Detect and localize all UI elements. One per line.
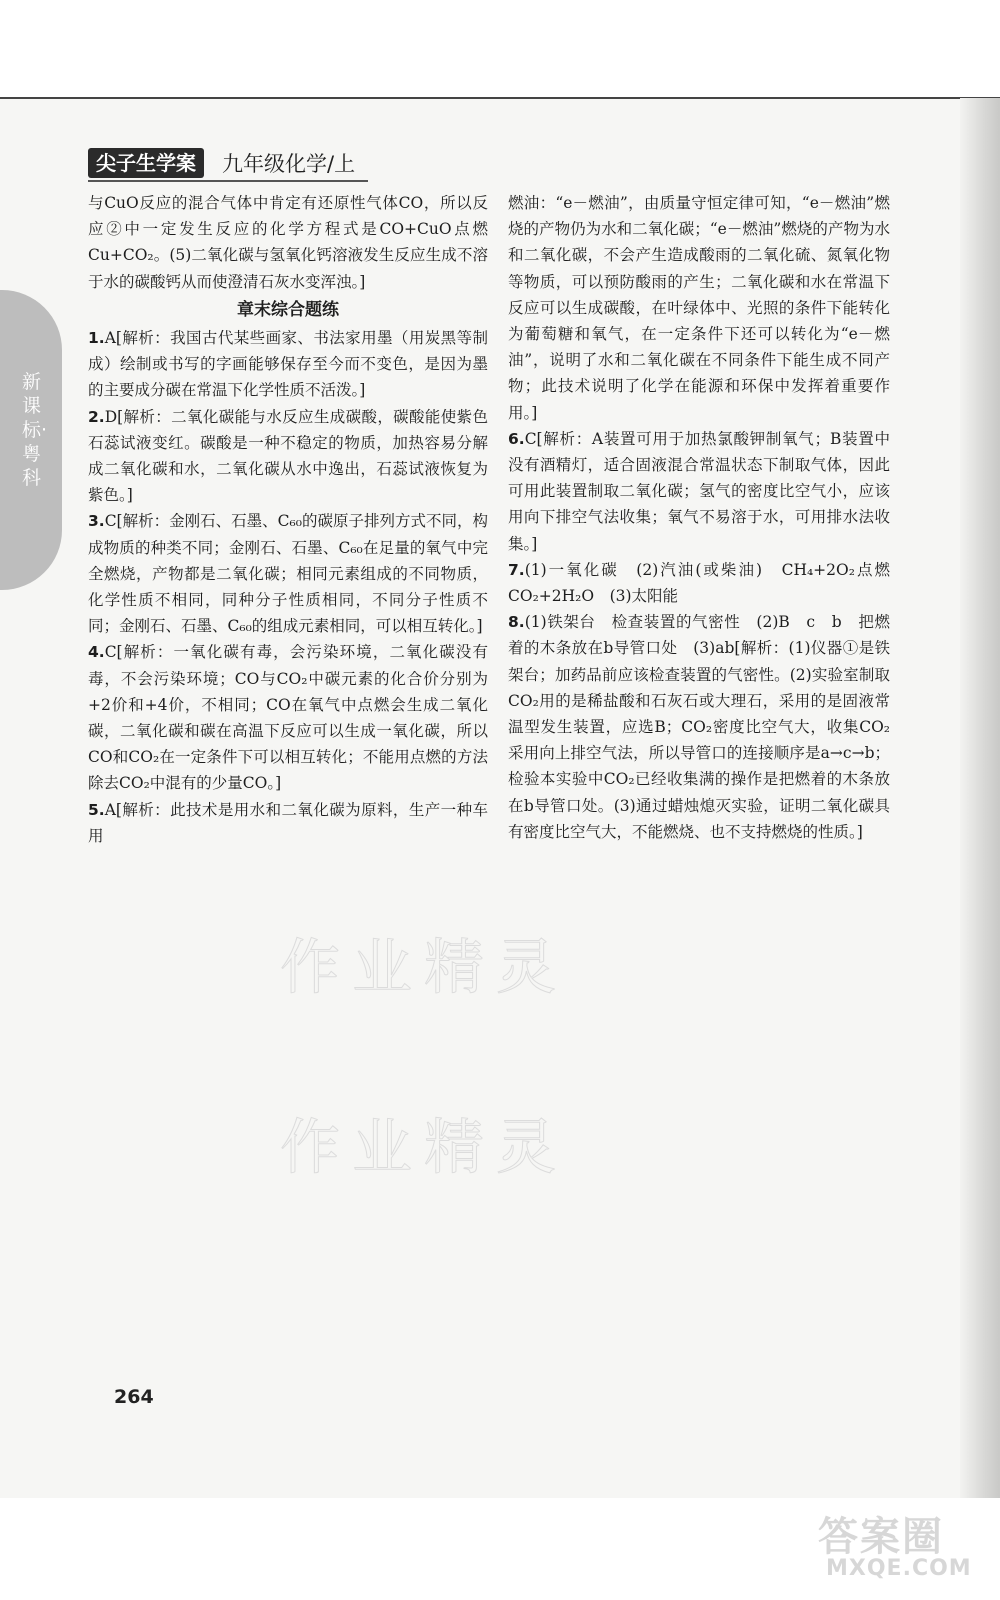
item-text: A[解析：我国古代某些画家、书法家用墨（用炭黑等制成）绘制或书写的字画能够保存至今而不变色，是因为墨的主要成分碳在常温下化学性质不活泼。] [88,329,488,400]
book-title-badge: 尖子生学案 [88,148,204,178]
book-subject: 九年级化学/上 [222,152,356,176]
item-number: 6. [508,429,525,448]
answer-item [88,325,488,404]
item-number: 5. [88,800,105,819]
item-number: 8. [508,613,525,632]
site-url: MXQE.COM [826,1556,972,1581]
left-column [88,190,488,849]
torn-page-edge [960,98,1000,1498]
item-text: C[解析：A装置可用于加热氯酸钾制氧气；B装置中没有酒精灯，适合固液混合常温状态下制取气体，因此可用此装置制取二氧化碳；氢气的密度比空气小，应该用向下排空气法收集；氧气不易溶于水，可用排水法收集。] [508,429,890,553]
right-column [508,190,890,845]
item-text: A[解析：此技术是用水和二氧化碳为原料，生产一种车用 [88,800,488,845]
item-text: (1)一氧化碳 (2)汽油(或柴油) CH₄+2O₂点燃CO₂+2H₂O (3)太阳能 [508,560,890,606]
item-text: (1)铁架台 检查装置的气密性 (2)B c b 把燃着的木条放在b导管口处 (3)ab[解析：(1)仪器①是铁架台；加药品前应该检查装置的气密性。(2)实验室制取CO₂用的是稀盐酸和石灰石或大理石，采用的是固液常温型发生装置，应选B；CO₂密度比空气大，收集CO₂采用向上排空气法，所以导管口的连接顺序是a→c→b；检验本实验中CO₂已经收集满的操作是把燃着的木条放在b导管口处。(3)通过蜡烛熄灭实验，证明二氧化碳具有密度比空气大，不能燃烧、也不支持燃烧的性质。] [508,613,890,841]
watermark: 作业精灵 [280,933,568,1003]
item-text: C[解析：金刚石、石墨、C₆₀的碳原子排列方式不同，构成物质的种类不同；金刚石、石墨、C₆₀在足量的氧气中完全燃烧，产物都是二氧化碳；相同元素组成的不同物质，化学性质不相同，同种分子性质相同，不同分子性质不同；金刚石、石墨、C₆₀的组成元素相同，可以相互转化。] [88,512,488,636]
top-rule [0,97,1000,99]
answer-item [508,609,890,845]
answer-item [88,639,488,796]
answer-item [88,797,488,849]
answer-item [88,404,488,509]
continued-answer: 燃油：“e－燃油”，由质量守恒定律可知，“e－燃油”燃烧的产物仍为水和二氧化碳；“e－燃油”燃烧的产物为水和二氧化碳，不会产生造成酸雨的二氧化硫、氮氧化物等物质，可以预防酸雨的产生；二氧化碳和水在常温下反应可以生成碳酸，在叶绿体中、光照的条件下能转化为葡萄糖和氧气，在一定条件下还可以转化为“e－燃油”，说明了水和二氧化碳在不同条件下能生成不同产物；此技术说明了化学在能源和环保中发挥着重要作用。] [508,194,890,422]
continued-answer: 与CuO反应的混合气体中肯定有还原性气体CO，所以反应②中一定发生反应的化学方程式是CO+CuO点燃Cu+CO₂。(5)二氧化碳与氢氧化钙溶液发生反应生成不溶于水的碳酸钙从而使澄清石灰水变浑浊。] [88,194,488,291]
answer-item [508,426,890,557]
page-number: 264 [114,1386,154,1408]
header-underline [88,180,368,182]
site-logo: 答案圈 [818,1514,944,1560]
item-text: D[解析：二氧化碳能与水反应生成碳酸，碳酸能使紫色石蕊试液变红。碳酸是一种不稳定的物质，加热容易分解成二氧化碳和水，二氧化碳从水中逸出，石蕊试液恢复为紫色。] [88,407,488,505]
item-text: C[解析：一氧化碳有毒，会污染环境，二氧化碳没有毒，不会污染环境；CO与CO₂中碳元素的化合价分别为+2价和+4价，不相同；CO在氧气中点燃会生成二氧化碳，二氧化碳和碳在高温下反应可以生成一氧化碳，所以CO和CO₂在一定条件下可以相互转化；不能用点燃的方法除去CO₂中混有的少量CO。] [88,643,488,793]
item-number: 3. [88,512,105,531]
item-number: 1. [88,329,105,348]
item-number: 2. [88,407,105,426]
item-number: 4. [88,643,105,662]
answer-item [88,508,488,639]
watermark: 作业精灵 [280,1113,568,1183]
side-tab-label: 新课标·粤科 [22,371,48,489]
answer-item [508,557,890,609]
section-title: 章末综合题练 [237,299,339,320]
item-number: 7. [508,560,525,579]
